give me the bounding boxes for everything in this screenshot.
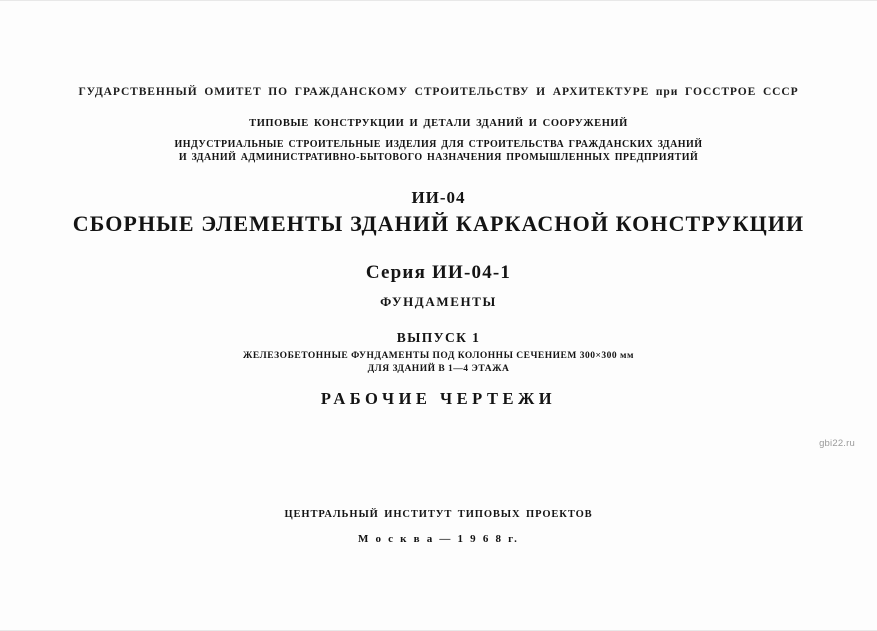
issue-description-line-1: ЖЕЛЕЗОБЕТОННЫЕ ФУНДАМЕНТЫ ПОД КОЛОННЫ СЕЧЕНИЕМ 300×300 мм bbox=[243, 351, 634, 361]
document-code: ИИ-04 bbox=[411, 188, 466, 207]
series-scope-line-1: ИНДУСТРИАЛЬНЫЕ СТРОИТЕЛЬНЫЕ ИЗДЕЛИЯ ДЛЯ СТРОИТЕЛЬСТВА ГРАЖДАНСКИХ ЗДАНИЙ bbox=[174, 139, 703, 150]
city-and-year: М о с к в а — 1 9 6 8 г. bbox=[357, 533, 520, 545]
issue-description-line-2: ДЛЯ ЗДАНИЙ В 1—4 ЭТАЖА bbox=[367, 363, 510, 374]
series-scope-line-2: И ЗДАНИЙ АДМИНИСТРАТИВНО-БЫТОВОГО НАЗНАЧЕНИЯ ПРОМЫШЛЕННЫХ ПРЕДПРИЯТИЙ bbox=[178, 152, 699, 163]
working-drawings-label: РАБОЧИЕ ЧЕРТЕЖИ bbox=[320, 389, 557, 408]
issuing-authority-line: ГУДАРСТВЕННЫЙ ОМИТЕТ ПО ГРАЖДАНСКОМУ СТРОИТЕЛЬСТВУ И АРХИТЕКТУРЕ при ГОССТРОЕ СССР bbox=[78, 86, 799, 98]
series-number: Серия ИИ-04-1 bbox=[365, 262, 512, 283]
issue-label: ВЫПУСК 1 bbox=[396, 330, 481, 345]
series-heading-group bbox=[0, 118, 877, 164]
series-standard-types-line: ТИПОВЫЕ КОНСТРУКЦИИ И ДЕТАЛИ ЗДАНИЙ И СООРУЖЕНИЙ bbox=[249, 118, 628, 129]
publisher-institute: ЦЕНТРАЛЬНЫЙ ИНСТИТУТ ТИПОВЫХ ПРОЕКТОВ bbox=[284, 509, 593, 520]
page-title: СБОРНЫЕ ЭЛЕМЕНТЫ ЗДАНИЙ КАРКАСНОЙ КОНСТРУКЦИИ bbox=[72, 211, 805, 236]
scan-edge-top bbox=[0, 0, 877, 1]
document-subtitle: ФУНДАМЕНТЫ bbox=[380, 294, 497, 309]
watermark-label: gbi22.ru bbox=[819, 438, 855, 449]
